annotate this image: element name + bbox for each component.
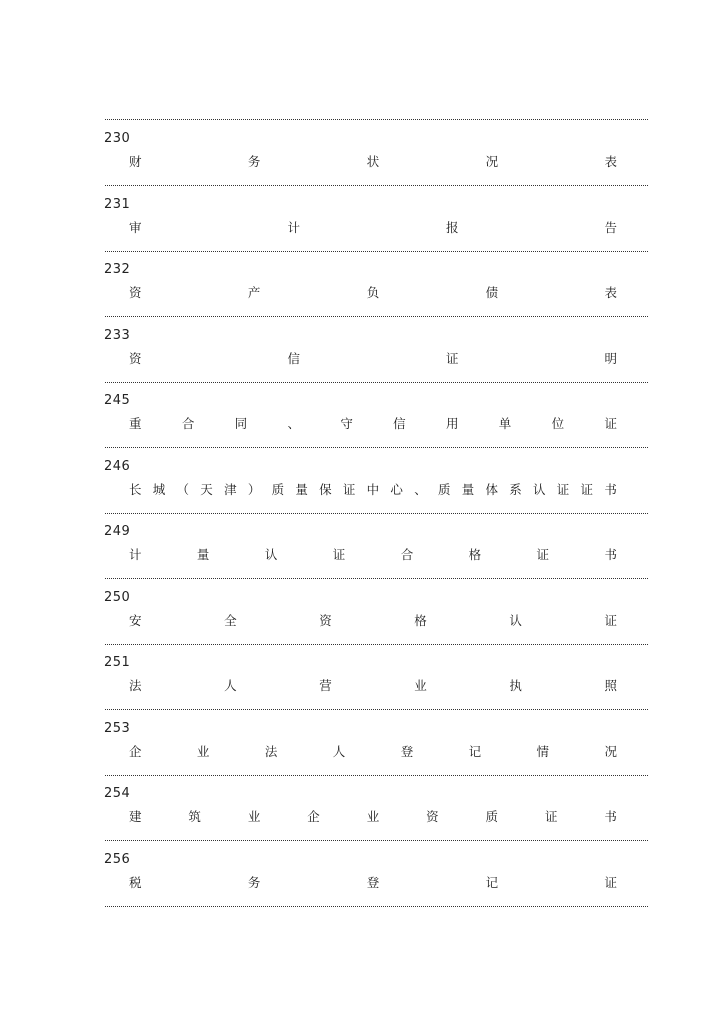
leader-line [105, 644, 648, 645]
entry-title-char: 负 [366, 285, 380, 300]
entry-title-char: 信 [287, 351, 300, 366]
entry-title-char: 筑 [188, 809, 201, 824]
entry-title-char: 人 [224, 678, 237, 693]
entry-number: 254 [104, 786, 131, 801]
entry-title-char: 执 [509, 678, 522, 693]
entry-title-char: 况 [604, 744, 617, 759]
entry-title-char: 照 [604, 678, 617, 693]
leader-line [105, 185, 648, 186]
entry-title-char: 安 [129, 613, 142, 628]
entry-title-char: 认 [509, 613, 522, 628]
entry-title-char: 同 [234, 416, 248, 431]
entry-title-char: 量 [196, 547, 210, 562]
entry-title-char: 况 [485, 154, 499, 169]
entry-title-char: 证 [332, 547, 346, 562]
entry-title-char: 守 [340, 416, 353, 431]
entry-title-char: 企 [307, 809, 320, 824]
leader-line [105, 316, 648, 317]
entry-title-char: 系 [509, 482, 522, 497]
entry-title-char: 、 [414, 482, 427, 497]
entry-title-char: 财 [129, 154, 142, 169]
entry-title-char: 书 [604, 482, 617, 497]
entry-title-char: 证 [604, 875, 617, 890]
entry-title-char: 资 [426, 809, 439, 824]
entry-number: 253 [104, 721, 131, 736]
leader-line [105, 906, 648, 907]
entry-title [129, 284, 617, 302]
entry-title-char: 审 [129, 220, 142, 235]
entry-title-char: 税 [129, 875, 142, 890]
entry-title-char: 建 [129, 809, 142, 824]
entry-title-char: 告 [604, 220, 617, 235]
entry-title-char: 重 [129, 416, 142, 431]
entry-title [129, 743, 617, 761]
entry-title-char: 证 [604, 613, 617, 628]
leader-line [105, 578, 648, 579]
entry-title-char: 计 [287, 220, 300, 235]
entry-title-char: 资 [129, 285, 142, 300]
entry-title-char: （ [176, 482, 190, 497]
entry-title-char: 情 [536, 744, 550, 759]
entry-title-char: 登 [366, 875, 380, 890]
entry-title-char: 质 [437, 482, 451, 497]
leader-line [105, 119, 648, 120]
entry-title-char: 质 [271, 482, 285, 497]
entry-title [129, 612, 617, 630]
entry-title [129, 153, 617, 171]
entry-title-char: 证 [536, 547, 550, 562]
entry-number: 233 [104, 328, 131, 343]
entry-title-char: ） [247, 482, 261, 497]
entry-title-char: 务 [247, 875, 261, 890]
leader-line [105, 382, 648, 383]
entry-title-char: 计 [129, 547, 142, 562]
entry-title-char: 人 [332, 744, 346, 759]
entry-title-char: 保 [319, 482, 332, 497]
entry-title-char: 状 [366, 154, 380, 169]
entry-title-char: 量 [295, 482, 308, 497]
entry-title-char: 长 [129, 482, 142, 497]
leader-line [105, 840, 648, 841]
entry-title-char: 证 [544, 809, 558, 824]
entry-title-char: 业 [247, 809, 261, 824]
entry-title-char: 认 [533, 482, 546, 497]
entry-title-char: 合 [400, 547, 414, 562]
entry-title-char: 全 [224, 613, 237, 628]
entry-title [129, 415, 617, 433]
entry-title-char: 资 [319, 613, 332, 628]
entry-title-char: 报 [445, 220, 459, 235]
entry-title [129, 481, 617, 499]
entry-title-char: 证 [342, 482, 356, 497]
entry-title-char: 书 [604, 547, 617, 562]
entry-title-char: 营 [319, 678, 332, 693]
entry-number: 232 [104, 262, 131, 277]
entry-title-char: 债 [485, 285, 499, 300]
entry-title-char: 信 [393, 416, 406, 431]
entry-title-char: 明 [604, 351, 617, 366]
entry-title-char: 产 [247, 285, 261, 300]
entry-title-char: 合 [181, 416, 195, 431]
entry-title-char: 证 [556, 482, 570, 497]
entry-title-char: 中 [366, 482, 380, 497]
entry-title [129, 546, 617, 564]
entry-title-char: 业 [196, 744, 210, 759]
entry-number: 245 [104, 393, 131, 408]
entry-title-char: 格 [414, 613, 427, 628]
entry-number: 249 [104, 524, 131, 539]
leader-line [105, 775, 648, 776]
entry-title-char: 证 [604, 416, 617, 431]
entry-title [129, 219, 617, 237]
entry-title-char: 登 [400, 744, 414, 759]
entry-title-char: 业 [366, 809, 380, 824]
entry-title-char: 天 [200, 482, 213, 497]
entry-title-char: 法 [264, 744, 278, 759]
entry-title [129, 350, 617, 368]
entry-title [129, 677, 617, 695]
entry-title-char: 业 [414, 678, 427, 693]
entry-title-char: 城 [152, 482, 166, 497]
entry-title-char: 、 [287, 416, 300, 431]
leader-line [105, 447, 648, 448]
entry-title-char: 资 [129, 351, 142, 366]
entry-title-char: 表 [604, 154, 617, 169]
entry-title-char: 表 [604, 285, 617, 300]
entry-title-char: 心 [390, 482, 403, 497]
entry-title-char: 证 [445, 351, 459, 366]
entry-title-char: 格 [468, 547, 482, 562]
leader-line [105, 251, 648, 252]
entry-title-char: 记 [468, 744, 482, 759]
entry-title-char: 认 [264, 547, 278, 562]
entry-title-char: 记 [485, 875, 499, 890]
entry-number: 231 [104, 197, 131, 212]
entry-number: 250 [104, 590, 131, 605]
entry-title-char: 体 [485, 482, 498, 497]
entry-title-char: 证 [580, 482, 594, 497]
entry-title-char: 津 [224, 482, 237, 497]
entry-number: 246 [104, 459, 131, 474]
entry-title-char: 位 [551, 416, 565, 431]
entry-title-char: 企 [129, 744, 142, 759]
entry-title-char: 法 [129, 678, 142, 693]
entry-number: 251 [104, 655, 131, 670]
entry-number: 230 [104, 131, 131, 146]
entry-title [129, 874, 617, 892]
entry-title-char: 单 [498, 416, 512, 431]
entry-title-char: 书 [604, 809, 617, 824]
entry-title-char: 务 [247, 154, 261, 169]
entry-title-char: 量 [461, 482, 475, 497]
entry-title-char: 用 [445, 416, 459, 431]
entry-number: 256 [104, 852, 131, 867]
entry-title [129, 808, 617, 826]
leader-line [105, 513, 648, 514]
leader-line [105, 709, 648, 710]
entry-title-char: 质 [485, 809, 499, 824]
